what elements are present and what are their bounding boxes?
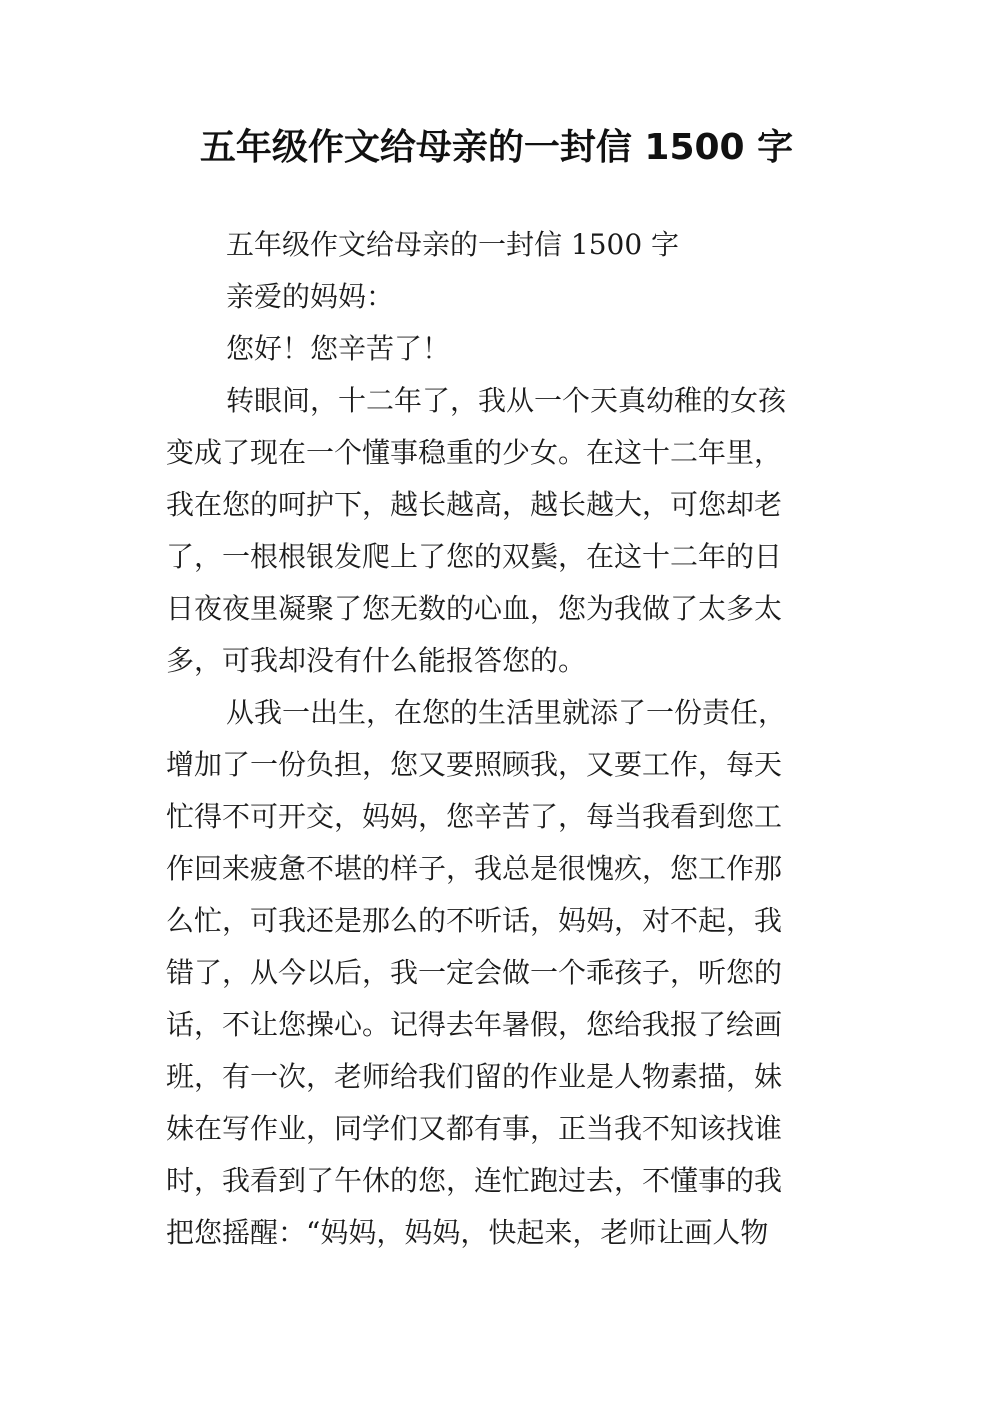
body-line: 班，有一次，老师给我们留的作业是人物素描，妹 — [166, 1060, 783, 1093]
body-line: 了，一根根银发爬上了您的双鬓，在这十二年的日 — [166, 540, 783, 573]
body-line: 日夜夜里凝聚了您无数的心血，您为我做了太多太 — [166, 592, 783, 625]
body-line: 转眼间，十二年了，我从一个天真幼稚的女孩 — [226, 384, 787, 417]
body-line: 错了，从今以后，我一定会做一个乖孩子，听您的 — [166, 956, 783, 989]
body-line: 作回来疲惫不堪的样子，我总是很愧疚，您工作那 — [166, 852, 783, 885]
body-line: 话，不让您操心。记得去年暑假，您给我报了绘画 — [166, 1008, 783, 1041]
body-line: 时，我看到了午休的您，连忙跑过去，不懂事的我 — [166, 1164, 783, 1197]
body-line: 多，可我却没有什么能报答您的。 — [166, 644, 587, 677]
body-line-heading: 五年级作文给母亲的一封信 1500 字 — [226, 228, 680, 261]
document-body — [166, 219, 828, 1259]
body-line-greeting: 您好！您辛苦了！ — [226, 332, 451, 365]
document-title: 五年级作文给母亲的一封信 1500 字 — [199, 127, 794, 168]
body-line: 从我一出生，在您的生活里就添了一份责任， — [226, 696, 787, 729]
body-line: 变成了现在一个懂事稳重的少女。在这十二年里， — [166, 436, 783, 469]
body-line: 妹在写作业，同学们又都有事，正当我不知该找谁 — [166, 1112, 783, 1145]
body-line: 忙得不可开交，妈妈，您辛苦了，每当我看到您工 — [166, 800, 783, 833]
body-line: 我在您的呵护下，越长越高，越长越大，可您却老 — [166, 488, 783, 521]
body-line-salutation: 亲爱的妈妈： — [226, 280, 395, 313]
body-line: 把您摇醒：“妈妈，妈妈，快起来，老师让画人物 — [166, 1216, 769, 1249]
body-line: 么忙，可我还是那么的不听话，妈妈，对不起，我 — [166, 904, 783, 937]
body-line: 增加了一份负担，您又要照顾我，又要工作，每天 — [166, 748, 783, 781]
